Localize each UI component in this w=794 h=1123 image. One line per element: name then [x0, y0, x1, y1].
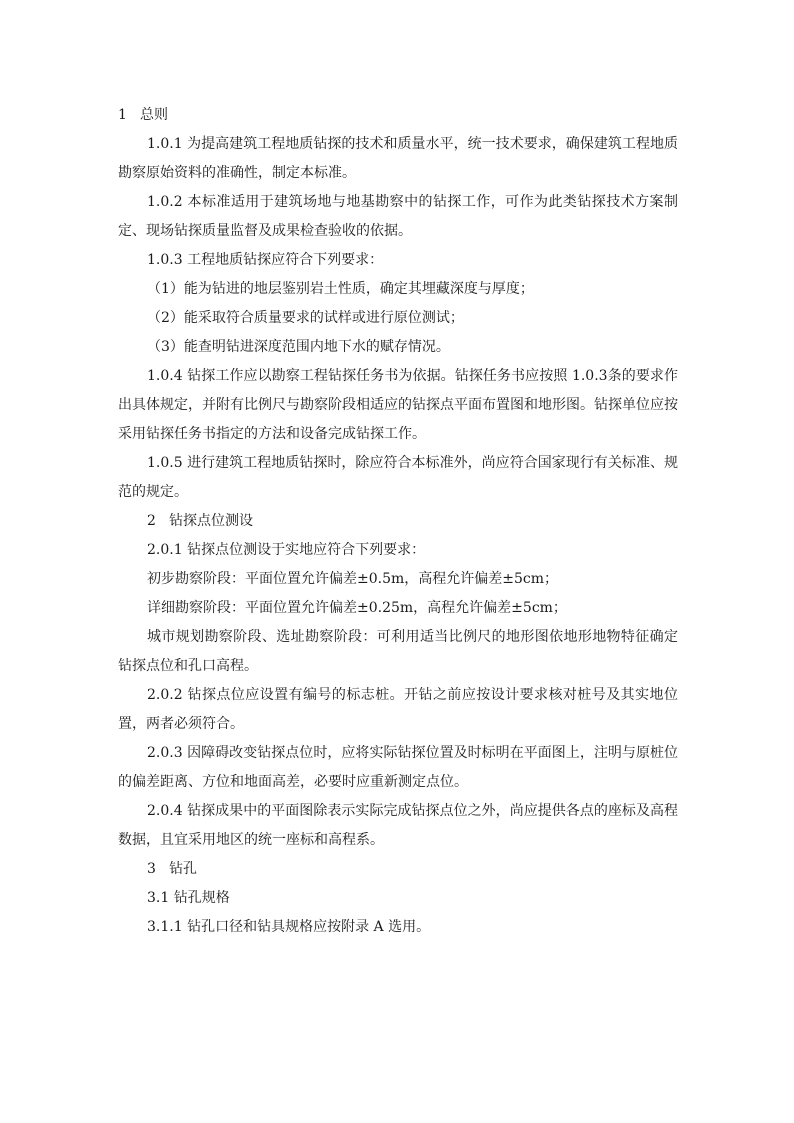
clause-2-0-1: 2.0.1 钻探点位测设于实地应符合下列要求： — [147, 542, 426, 558]
clause-1-0-2: 1.0.2 本标准适用于建筑场地与地基勘察中的钻探工作，可作为此类钻探技术方案制定、现场钻探质量监督及成果检查验收的依据。 — [118, 194, 678, 239]
section-number: 2 — [147, 513, 156, 529]
list-item: （1）能为钻进的地层鉴别岩土性质，确定其埋藏深度与厚度； — [147, 281, 534, 297]
list-item: 城市规划勘察阶段、选址勘察阶段：可利用适当比例尺的地形图依地形地物特征确定钻探点位和孔口高程。 — [118, 629, 678, 674]
clause-2-0-2: 2.0.2 钻探点位应设置有编号的标志桩。开钻之前应按设计要求核对桩号及其实地位置，两者必须符合。 — [118, 687, 678, 732]
clause-1-0-1: 1.0.1 为提高建筑工程地质钻探的技术和质量水平，统一技术要求，确保建筑工程地质勘察原始资料的准确性，制定本标准。 — [118, 136, 678, 181]
list-item: （3）能查明钻进深度范围内地下水的赋存情况。 — [147, 339, 450, 355]
section-title: 钻探点位测设 — [169, 513, 253, 529]
section-number: 3 — [147, 861, 156, 877]
clause-3-1-1: 3.1.1 钻孔口径和钻具规格应按附录 A 选用。 — [147, 919, 431, 935]
section-number: 1 — [118, 107, 127, 123]
list-item: 详细勘察阶段：平面位置允许偏差±0.25m，高程允许偏差±5cm； — [147, 600, 567, 616]
clause-1-0-3: 1.0.3 工程地质钻探应符合下列要求： — [147, 252, 384, 268]
clause-2-0-4: 2.0.4 钻探成果中的平面图除表示实际完成钻探点位之外，尚应提供各点的座标及高程数据，且宜采用地区的统一座标和高程系。 — [118, 803, 678, 848]
clause-2-0-3: 2.0.3 因障碍改变钻探点位时，应将实际钻探位置及时标明在平面图上，注明与原桩位的偏差距离、方位和地面高差，必要时应重新测定点位。 — [118, 745, 678, 790]
section-3-heading — [118, 855, 678, 884]
list-item: （2）能采取符合质量要求的试样或进行原位测试； — [147, 310, 464, 326]
subsection-3-1-heading: 3.1 钻孔规格 — [147, 890, 230, 906]
clause-1-0-5: 1.0.5 进行建筑工程地质钻探时，除应符合本标准外，尚应符合国家现行有关标准、规范的规定。 — [118, 455, 678, 500]
section-1-heading — [118, 101, 678, 130]
section-title: 总则 — [140, 107, 168, 123]
clause-1-0-4: 1.0.4 钻探工作应以勘察工程钻探任务书为依据。钻探任务书应按照 1.0.3条的要求作出具体规定，并附有比例尺与勘察阶段相适应的钻探点平面布置图和地形图。钻探单位应按采用钻探任务书指定的方法和设备完成钻探工作。 — [118, 368, 678, 442]
list-item: 初步勘察阶段：平面位置允许偏差±0.5m，高程允许偏差±5cm； — [147, 571, 559, 587]
section-title: 钻孔 — [169, 861, 197, 877]
section-2-heading — [118, 507, 678, 536]
document-page — [118, 101, 678, 942]
